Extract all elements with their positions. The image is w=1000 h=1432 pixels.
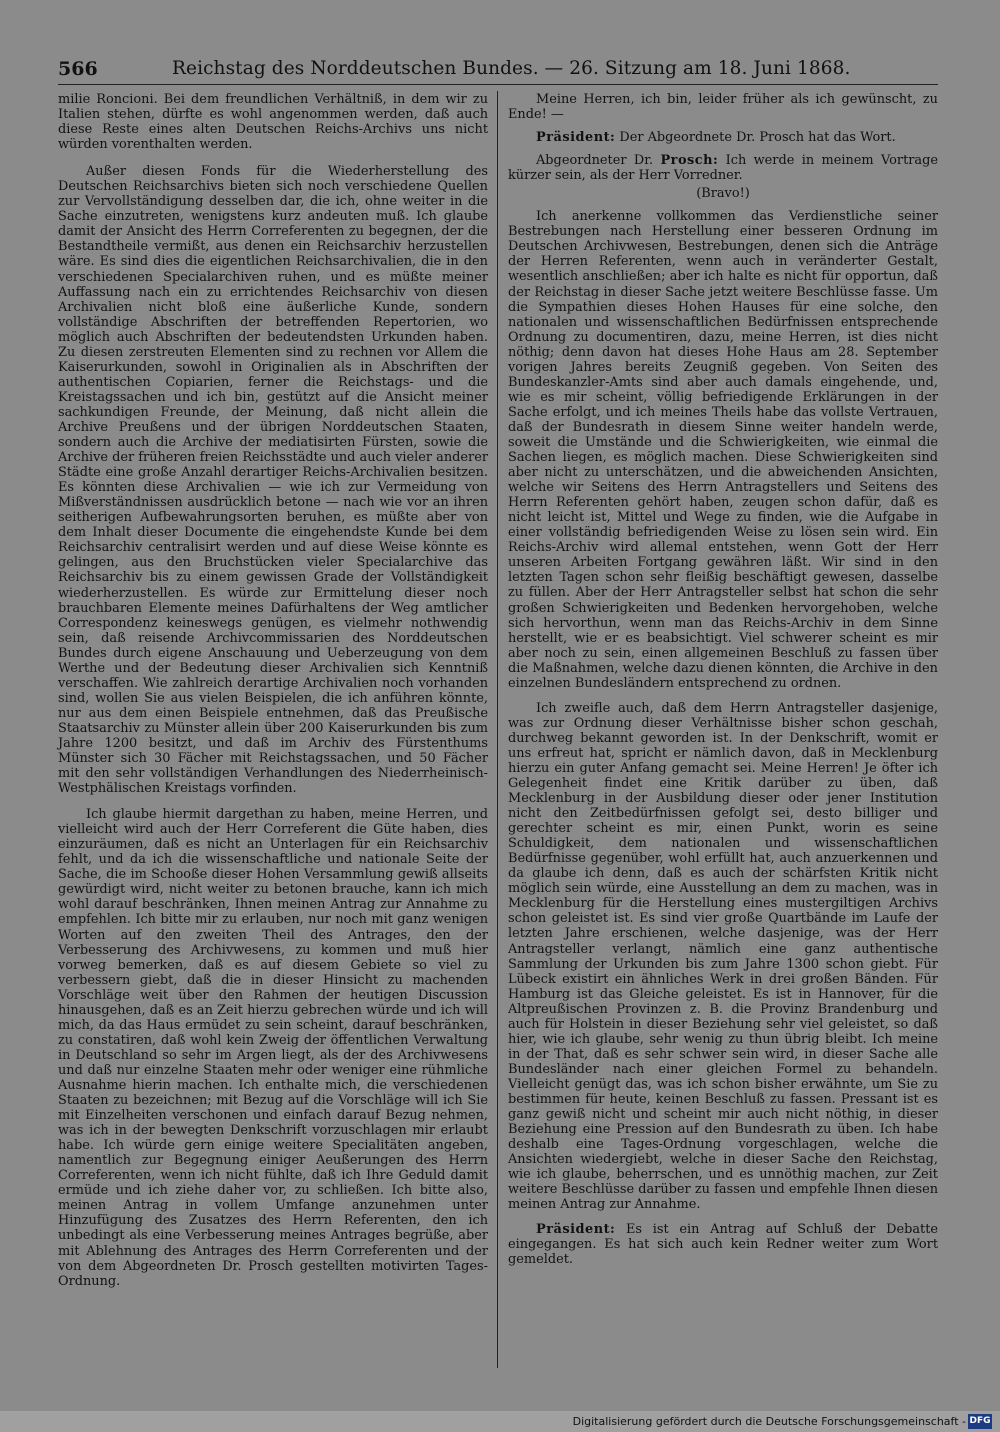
left-paragraph-3: Ich glaube hiermit dargethan zu haben, meine Herren, und vielleicht wird auch der Herr Correferent die Güte haben, dies einzuräumen, daß es nicht an Unterlagen für ein Reichsarchiv fehlt, und da ich die wissenschaftliche und nationale Seite der Sache, die im Schooße dieser Hohen Versammlung gewiß allseits gewürdigt wird, nicht weiter zu betonen brauche, kann ich mich wohl darauf beschränken, Ihnen meinen Antrag zur Annahme zu empfehlen. Ich bitte mir zu erlauben, nur noch mit ganz wenigen Worten auf den zweiten Theil des Antrages, den der Verbesserung des Archivwesens, zu kommen und muß hier vorweg bemerken, daß es auf diesem Gebiete so viel zu verbessern giebt, daß die in dieser Hinsicht zu machenden Vorschläge weit über den Rahmen der heutigen Discussion hinausgehen, daß es an Zeit hierzu gebrechen würde und ich will mich, da das Haus ermüdet zu sein scheint, darauf beschränken, zu constatiren, daß wohl kein Zweig der öffentlichen Verwaltung in Deutschland so sehr im Argen liegt, als der des Archivwesens und daß nur einzelne Staaten mehr oder weniger eine rühmliche Ausnahme hierin machen. Ich enthalte mich, die verschiedenen Staaten zu bezeichnen; mit Bezug auf die Vorschläge will ich Sie mit Einzelheiten verschonen und einfach darauf Bezug nehmen, was ich in der bewegten Denkschrift vorzuschlagen mir erlaubt habe. Ich würde gern einige weitere Specialitäten angeben, namentlich zur Begegnung einiger Aeußerungen des Herrn Correferenten, wenn ich nicht fühlte, daß ich Ihre Geduld damit ermüde und ich ziehe daher vor, zu schließen. Ich bitte also, meinen Antrag in vollem Umfange anzunehmen unter Hinzufügung des Zusatzes des Herrn Referenten, den ich unbedingt als eine Verbesserung meines Antrages begrüße, aber mit Ablehnung des Antrages des Herrn Correferenten und der von dem Abgeordneten Dr. Prosch gestellten motivirten Tages-Ordnung. [58, 807, 488, 1289]
prosch-prefix: Abgeordneter Dr. [536, 153, 661, 169]
speaker-president: Präsident: [536, 130, 616, 146]
president-statement-2-text: Es ist ein Antrag auf Schluß der Debatte eingegangen. Es hat sich auch kein Redner weiter zum Wort gemeldet. [508, 1222, 938, 1268]
left-paragraph-2: Außer diesen Fonds für die Wiederherstellung des Deutschen Reichsarchivs bieten sich noch verschiedene Quellen zur Vervollständigung desselben dar, die ich, ohne weiter in die Sache einzutreten, wenigstens kurz andeuten muß. Ich glaube damit der Ansicht des Herrn Correferenten zu begegnen, der die Bestandtheile vermißt, aus denen ein Reichsarchiv herzustellen wäre. Es sind dies die eigentlichen Reichsarchivalien, die in den verschiedenen Specialarchiven ruhen, und es müßte meiner Auffassung nach ein zu errichtendes Reichsarchiv von diesen Archivalien nicht bloß eine äußerliche Kunde, sondern vollständige Abschriften der betreffenden Repertorien, wo möglich auch Abschriften der bedeutendsten Urkunden haben. Zu diesen zerstreuten Elementen sind zu rechnen vor Allem die Kaiserurkunden, sowohl in Originalien als in Abschriften der authentischen Copiarien, ferner die Reichstags- und die Kreistagssachen und ich bin, gestützt auf die Ansicht meiner sachkundigen Freunde, der Meinung, daß nicht allein die Archive Preußens und der übrigen Norddeutschen Staaten, sondern auch die Archive der mediatisirten Fürsten, sowie die Archive der früheren freien Reichsstädte und auch vieler anderer Städte eine große Anzahl derartiger Reichs-Archivalien besitzen. Es könnten diese Archivalien — wie ich zur Vermeidung von Mißverständnissen ausdrücklich betone — nach wie vor an ihren seitherigen Aufbewahrungsorten beruhen, es müßte aber von dem Inhalt dieser Documente die eingehendste Kunde bei dem Reichsarchiv centralisirt werden und auf diese Weise könnte es gelingen, aus den Bruchstücken vieler Specialarchive das Reichsarchiv bis zu einem gewissen Grade der Vollständigkeit wiederherzustellen. Es würde zur Ermittelung dieser noch brauchbaren Elemente meines Dafürhaltens der Weg amtlicher Correspondenz keineswegs genügen, es vielmehr nothwendig sein, daß reisende Archivcommissarien des Norddeutschen Bundes durch eigene Anschauung und Ueberzeugung von dem Werthe und der Bedeutung dieser Archivalien sich Kenntniß verschaffen. Wie zahlreich derartige Archivalien noch vorhanden sind, wollen Sie aus vielen Beispielen, die ich anführen könnte, nur aus dem einen Beispiele entnehmen, daß das Preußische Staatsarchiv zu Münster allein über 200 Kaiserurkunden bis zum Jahre 1200 besitzt, und daß im Archiv des Fürstenthums Münster sich 30 Fächer mit Reichstagssachen, und 50 Fächer mit den sehr vollständigen Verhandlungen des Niederrheinisch-Westphälischen Kreistags vorfinden. [58, 164, 488, 797]
right-column [508, 92, 938, 1276]
bravo-interjection: (Bravo!) [696, 186, 750, 202]
header-rule [58, 84, 938, 85]
dfg-logo-icon: DFG [968, 1414, 992, 1429]
speaker-prosch: Prosch: [660, 153, 719, 169]
speaker-president-2: Präsident: [536, 1222, 616, 1238]
president-statement-1-text: Der Abgeordnete Dr. Prosch hat das Wort. [615, 130, 896, 146]
prosch-intro-text: Ich werde in meinem Vortrage kürzer sein, als der Herr Vorredner. [508, 153, 938, 184]
footer-credit: Digitalisierung gefördert durch die Deutsche Forschungsgemeinschaft - [572, 1415, 966, 1428]
page-number: 566 [58, 58, 98, 80]
left-column [58, 92, 488, 1300]
right-paragraph-1: Ich anerkenne vollkommen das Verdienstliche seiner Bestrebungen nach Herstellung einer besseren Ordnung im Deutschen Archivwesen, Bestrebungen, denen sich die Anträge der Herren Referenten, wenn auch in veränderter Gestalt, wesentlich anschließen; aber ich halte es nicht für opportun, daß der Reichstag in dieser Sache jetzt weitere Beschlüsse fasse. Um die Sympathien dieses Hohen Hauses für eine solche, den nationalen und wissenschaftlichen Bedürfnissen entsprechende Ordnung zu documentiren, dazu, meine Herren, ist dies nicht nöthig; denn davon hat dieses Hohe Haus am 28. September vorigen Jahres bereits Zeugniß gegeben. Von Seiten des Bundeskanzler-Amts sind aber auch damals eingehende, und, wie es mir scheint, völlig befriedigende Erklärungen in der Sache erfolgt, und ich meines Theils habe das vollste Vertrauen, daß der Bundesrath in diesem Sinne weiter handeln werde, soweit die Umstände und die Schwierigkeiten, wie einmal die Sachen liegen, es möglich machen. Diese Schwierigkeiten sind aber nicht zu unterschätzen, und die abweichenden Ansichten, welche wir Seitens des Herrn Antragstellers und Seitens des Herrn Referenten gehört haben, zeugen schon dafür, daß es nicht leicht ist, Mittel und Wege zu finden, wie die Aufgabe in einer vollständig befriedigenden Weise zu lösen sein wird. Ein Reichs-Archiv wird allemal entstehen, wenn Gott der Herr unseren Arbeiten Fortgang gewähren läßt. Wir sind in den letzten Tagen schon sehr fleißig beschäftigt gewesen, dasselbe zu füllen. Aber der Herr Antragsteller selbst hat schon die sehr großen Schwierigkeiten und Bedenken hervorgehoben, welche sich hervorthun, wenn man das Reichs-Archiv in dem Sinne herstellt, wie er es beabsichtigt. Viel schwerer scheint es mir aber noch zu sein, einen allgemeinen Beschluß zu fassen über die Maßnahmen, welche dazu dienen könnten, die Archive in den einzelnen Bundesländern entsprechend zu ordnen. [508, 209, 938, 691]
running-title: Reichstag des Norddeutschen Bundes. — 26. Sitzung am 18. Juni 1868. [172, 58, 851, 79]
left-paragraph-1: milie Roncioni. Bei dem freundlichen Verhältniß, in dem wir zu Italien stehen, dürfte es wohl angenommen werden, daß auch diese Reste eines alten Deutschen Reichs-Archivs uns nicht würden vorenthalten werden. [58, 92, 488, 153]
president-statement-1 [508, 130, 938, 145]
closing-remark: Meine Herren, ich bin, leider früher als ich gewünscht, zu Ende! — [508, 92, 938, 123]
column-divider [497, 91, 498, 1368]
president-statement-2 [508, 1222, 938, 1267]
right-paragraph-2: Ich zweifle auch, daß dem Herrn Antragsteller dasjenige, was zur Ordnung dieser Verhältnisse bisher schon geschah, durchweg bekannt geworden ist. In der Denkschrift, womit er uns erfreut hat, spricht er nämlich davon, daß in Mecklenburg hierzu ein guter Anfang gemacht sei. Meine Herren! Je öfter ich Gelegenheit findet eine Kritik darüber zu üben, daß Mecklenburg in der Ausbildung dieser oder jener Institution nicht den Zeitbedürfnissen gefolgt sei, desto billiger und gerechter scheint es mir, einen Punkt, worin es seine Schuldigkeit, dem nationalen und wissenschaftlichen Bedürfnisse gegenüber, wohl erfüllt hat, auch anzuerkennen und da glaube ich denn, daß es auch der schärfsten Kritik nicht möglich sein würde, eine Ausstellung an dem zu machen, was in Mecklenburg für die Herstellung eines mustergiltigen Archivs schon geleistet ist. Es sind vier große Quartbände im Laufe der letzten Jahre erschienen, welche dasjenige, was der Herr Antragsteller verlangt, nämlich eine ganz authentische Sammlung der Urkunden bis zum Jahre 1300 schon giebt. Für Lübeck existirt ein ähnliches Werk in drei großen Bänden. Für Hamburg ist das Gleiche geleistet. Es ist in Hannover, für die Altpreußischen Provinzen z. B. die Provinz Brandenburg und auch für Holstein in dieser Beziehung sehr viel geleistet, so daß hier, wie ich glaube, sehr wenig zu thun übrig bleibt. Ich meine in der That, daß es sehr schwer sein wird, in dieser Sache alle Bundesländer nach einer gleichen Formel zu behandeln. Vielleicht genügt das, was ich schon bisher erwähnte, um Sie zu bestimmen für heute, keinen Beschluß zu fassen. Pressant ist es ganz gewiß nicht und scheint mir auch nicht nöthig, in dieser Beziehung eine Pression auf den Bundesrath zu üben. Ich habe deshalb eine Tages-Ordnung vorgeschlagen, welche die Ansichten wiedergiebt, welche in dieser Sache den Reichstag, wie ich glaube, beherrschen, und es unnöthig machen, zur Zeit weitere Beschlüsse darüber zu fassen und empfehle Ihnen diesen meinen Antrag zur Annahme. [508, 700, 938, 1213]
prosch-intro [508, 153, 938, 183]
page-header [58, 56, 938, 82]
